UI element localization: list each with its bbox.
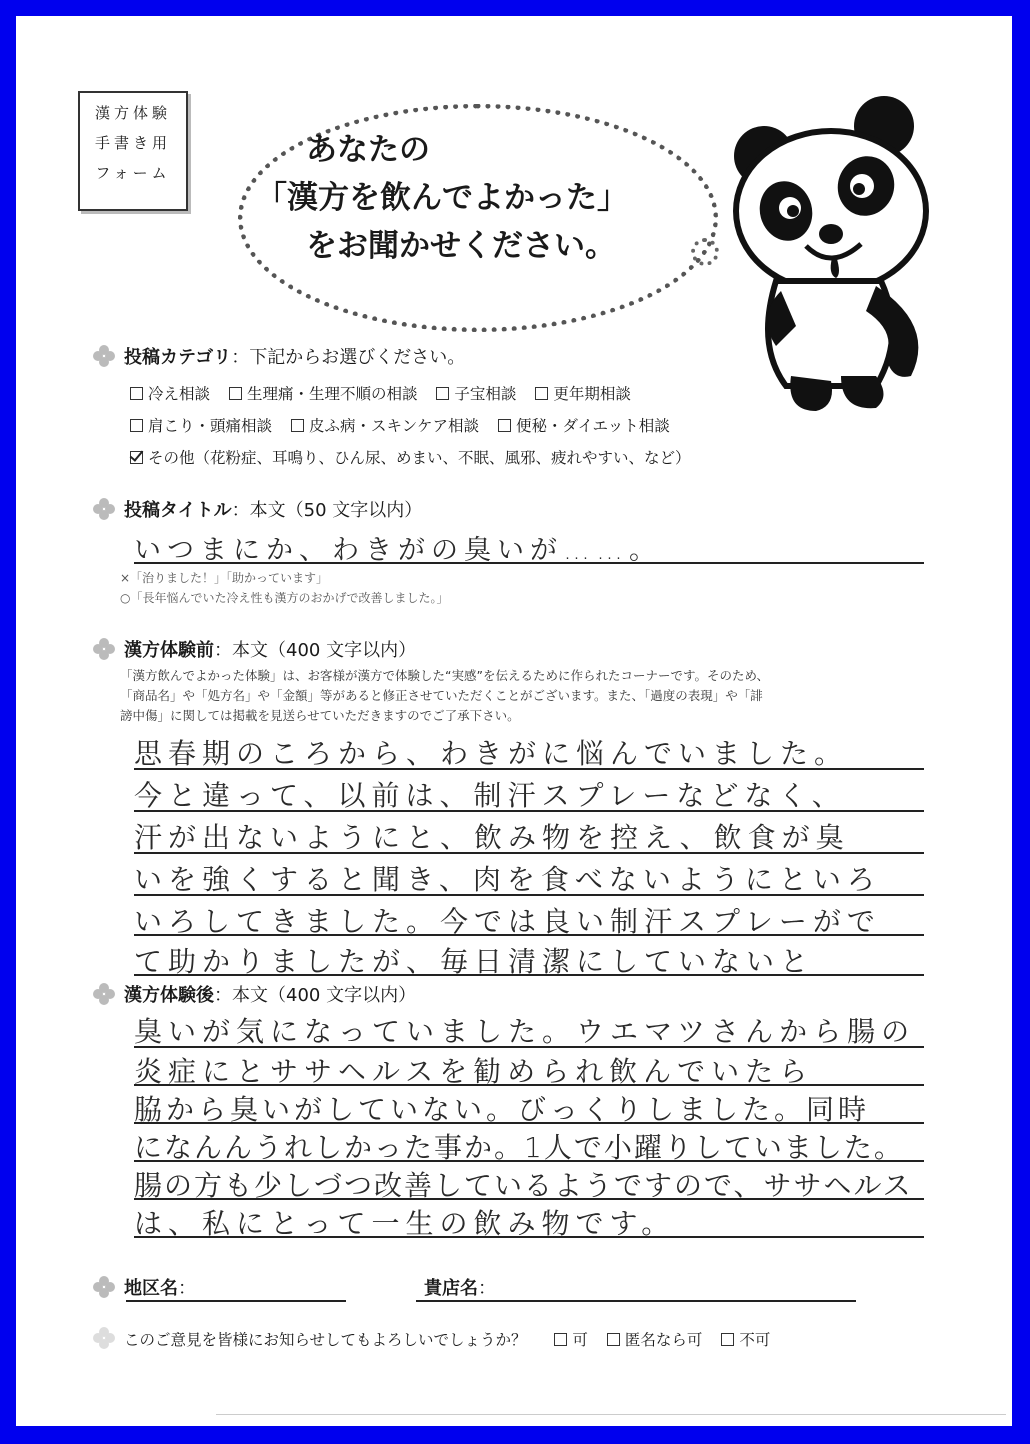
form-stamp bbox=[78, 91, 188, 211]
after-text-line: 脇から臭いがしていない。びっくりしました。同時 bbox=[134, 1093, 871, 1126]
headline-line-3: をお聞かせください。 bbox=[306, 228, 616, 264]
before-heading bbox=[92, 636, 416, 662]
writing-line bbox=[134, 768, 924, 770]
checkbox[interactable] bbox=[535, 387, 548, 400]
headline-line-2: 「漢方を飲んでよかった」 bbox=[256, 180, 628, 216]
category-option[interactable]: 冷え相談 bbox=[130, 382, 210, 404]
after-text-line: 腸の方も少しづつ改善しているようですので、ササヘルス bbox=[134, 1169, 913, 1202]
before-text-line: いを強くすると聞き、肉を食べないようにといろ bbox=[134, 863, 881, 896]
category-heading bbox=[92, 343, 465, 369]
category-row-2 bbox=[130, 414, 684, 436]
category-row-1 bbox=[130, 382, 645, 404]
category-option[interactable]: 皮ふ病・スキンケア相談 bbox=[291, 414, 479, 436]
writing-line bbox=[134, 974, 924, 976]
before-text-line: いろしてきました。今では良い制汗スプレーがで bbox=[134, 905, 881, 938]
checkbox[interactable] bbox=[130, 387, 143, 400]
after-text-line: になんんうれしかった事か。1人で小躍りしていました。 bbox=[134, 1131, 904, 1164]
checkbox[interactable] bbox=[436, 387, 449, 400]
clover-icon bbox=[92, 344, 116, 368]
clover-icon bbox=[92, 1275, 116, 1299]
form-page bbox=[16, 16, 1012, 1426]
category-title: 投稿カテゴリ bbox=[124, 347, 232, 368]
writing-line bbox=[134, 1160, 924, 1162]
before-limit: ：本文（400 文字以内） bbox=[214, 640, 417, 661]
consent-option-no[interactable]: 不可 bbox=[721, 1328, 770, 1350]
region-input-line[interactable] bbox=[126, 1300, 346, 1302]
post-title-label: 投稿タイトル bbox=[124, 500, 232, 521]
before-text-line: 汗が出ないようにと、飲み物を控え、飲食が臭 bbox=[134, 821, 850, 854]
consent-question: このご意見を皆様にお知らせしてもよろしいでしょうか？ bbox=[124, 1331, 527, 1349]
title-writing-line bbox=[134, 562, 924, 564]
bottom-divider bbox=[216, 1414, 1006, 1415]
handwritten-title: いつまにか、わきがの臭いが……。 bbox=[134, 535, 662, 566]
consent-option-yes[interactable]: 可 bbox=[554, 1328, 588, 1350]
after-text-line: は、私にとって一生の飲み物です。 bbox=[134, 1207, 676, 1240]
post-title-heading bbox=[92, 496, 422, 522]
writing-line bbox=[134, 810, 924, 812]
headline-line-1: あなたの bbox=[306, 132, 430, 168]
consent-option-anonymous[interactable]: 匿名なら可 bbox=[607, 1328, 703, 1350]
writing-line bbox=[134, 1198, 924, 1200]
store-label: 貴店名 bbox=[424, 1278, 478, 1299]
before-text-line: て助かりましたが、毎日清潔にしていないと bbox=[134, 945, 815, 978]
clover-icon bbox=[92, 1326, 116, 1350]
before-notice bbox=[120, 666, 769, 726]
checkbox[interactable] bbox=[498, 419, 511, 432]
stamp-line: 手書き用 bbox=[94, 134, 171, 152]
title-good-example: ○「長年悩んでいた冷え性も漢方のおかげで改善しました。」 bbox=[120, 591, 449, 605]
checkbox[interactable] bbox=[291, 419, 304, 432]
post-title-limit: ：本文（50 文字以内） bbox=[231, 500, 423, 521]
notice-line: 「漢方飲んでよかった体験」は、お客様が漢方で体験した“実感”を伝えるために作られたコーナーです。そのため、 bbox=[120, 668, 769, 683]
category-row-3 bbox=[130, 446, 705, 468]
notice-line: 謗中傷」に関しては掲載を見送らせていただきますのでご了承下さい。 bbox=[120, 708, 520, 723]
category-instruction: ：下記からお選びください。 bbox=[231, 347, 466, 368]
after-limit: ：本文（400 文字以内） bbox=[214, 985, 417, 1006]
clover-icon bbox=[92, 497, 116, 521]
writing-line bbox=[134, 894, 924, 896]
clover-icon bbox=[92, 982, 116, 1006]
title-bad-example: ×「治りました！」「助かっています」 bbox=[120, 571, 329, 585]
bubble-headline bbox=[256, 126, 696, 270]
writing-line bbox=[134, 934, 924, 936]
after-text-line: 炎症にとササヘルスを勧められ飲んでいたら bbox=[134, 1055, 814, 1088]
checkbox[interactable] bbox=[229, 387, 242, 400]
writing-line bbox=[134, 852, 924, 854]
category-option[interactable]: 便秘・ダイエット相談 bbox=[498, 414, 670, 436]
writing-line bbox=[134, 1046, 924, 1048]
store-field[interactable]: 貴店名： bbox=[424, 1278, 496, 1299]
after-heading bbox=[92, 981, 416, 1007]
checkbox[interactable] bbox=[554, 1333, 567, 1346]
writing-line bbox=[134, 1122, 924, 1124]
checkbox[interactable] bbox=[607, 1333, 620, 1346]
category-option[interactable]: 生理痛・生理不順の相談 bbox=[229, 382, 418, 404]
before-text-line: 今と違って、以前は、制汗スプレーなどなく、 bbox=[134, 779, 846, 812]
writing-line bbox=[134, 1236, 924, 1238]
region-label: 地区名 bbox=[124, 1278, 178, 1299]
stamp-line: 漢方体験 bbox=[94, 104, 171, 122]
category-option[interactable]: その他（花粉症、耳鳴り、ひん尿、めまい、不眠、風邪、疲れやすい、など） bbox=[130, 446, 691, 468]
store-input-line[interactable] bbox=[416, 1300, 856, 1302]
category-option[interactable]: 子宝相談 bbox=[436, 382, 516, 404]
after-title: 漢方体験後 bbox=[124, 985, 214, 1006]
notice-line: 「商品名」や「処方名」や「金額」等があると修正させていただくことがございます。また、「過度の表現」や「誹 bbox=[120, 688, 763, 703]
before-title: 漢方体験前 bbox=[124, 640, 214, 661]
clover-icon bbox=[92, 637, 116, 661]
before-text-line: 思春期のころから、わきがに悩んでいました。 bbox=[134, 737, 849, 770]
writing-line bbox=[134, 1084, 924, 1086]
checkbox[interactable] bbox=[721, 1333, 734, 1346]
stamp-line: フォーム bbox=[95, 164, 171, 182]
panda-mascot-icon bbox=[716, 86, 956, 416]
category-option[interactable]: 更年期相談 bbox=[535, 382, 631, 404]
region-field[interactable]: 地区名： bbox=[92, 1274, 196, 1300]
checkbox-checked[interactable] bbox=[130, 451, 143, 464]
checkbox[interactable] bbox=[130, 419, 143, 432]
category-option[interactable]: 肩こり・頭痛相談 bbox=[130, 414, 272, 436]
after-text-line: 臭いが気になっていました。ウエマツさんから腸の bbox=[134, 1015, 916, 1048]
consent-row bbox=[92, 1326, 784, 1350]
